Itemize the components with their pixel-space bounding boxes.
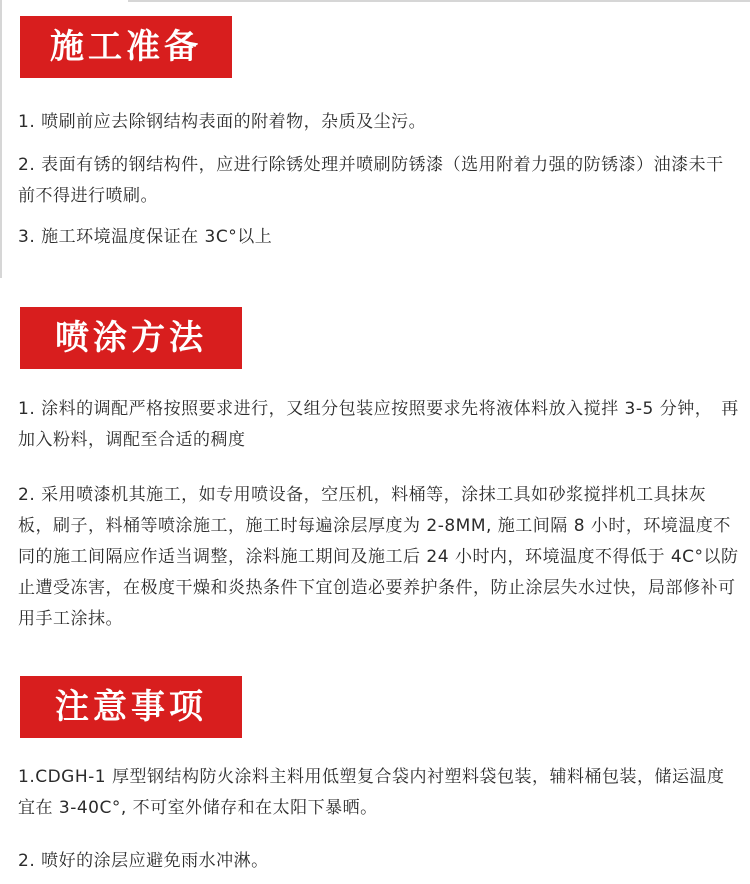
top-border-line xyxy=(128,0,750,2)
list-item-method-2: 2. 采用喷漆机其施工，如专用喷设备，空压机，料桶等，涂抹工具如砂浆搅拌机工具抹灰板，刷子，料桶等喷涂施工，施工时每遍涂层厚度为 2-8MM, 施工间隔 8 小时，环境温度不同的施工间隔应作适当调整，涂料施工期间及施工后 24 小时内，环境温度不得低于 4C°以防止遭受冻害，在极度干燥和炎热条件下宜创造必要养护条件，防止涂层失水过快，局部修补可用手工涂抹。 xyxy=(18,485,739,629)
list-item-method-1: 1. 涂料的调配严格按照要求进行，又组分包装应按照要求先将液体料放入搅拌 3-5 分钟， 再加入粉料，调配至合适的稠度 xyxy=(18,399,739,450)
list-item-prep-1: 1. 喷刷前应去除钢结构表面的附着物，杂质及尘污。 xyxy=(18,112,427,132)
list-item-prep-2: 2. 表面有锈的钢结构件，应进行除锈处理并喷刷防锈漆（选用附着力强的防锈漆）油漆未干前不得进行喷刷。 xyxy=(18,155,724,206)
section-title-notes: 注意事项 xyxy=(20,676,242,738)
section-title-construction-prep: 施工准备 xyxy=(20,16,232,78)
left-border-line xyxy=(0,0,2,278)
list-item-prep-3: 3. 施工环境温度保证在 3C°以上 xyxy=(18,227,273,247)
list-item-notes-2: 2. 喷好的涂层应避免雨水冲淋。 xyxy=(18,851,269,871)
list-item-notes-1: 1.CDGH-1 厚型钢结构防火涂料主料用低塑复合袋内衬塑料袋包装，辅料桶包装，储运温度宜在 3-40C°, 不可室外储存和在太阳下暴晒。 xyxy=(18,767,725,818)
section-title-spray-method: 喷涂方法 xyxy=(20,307,242,369)
